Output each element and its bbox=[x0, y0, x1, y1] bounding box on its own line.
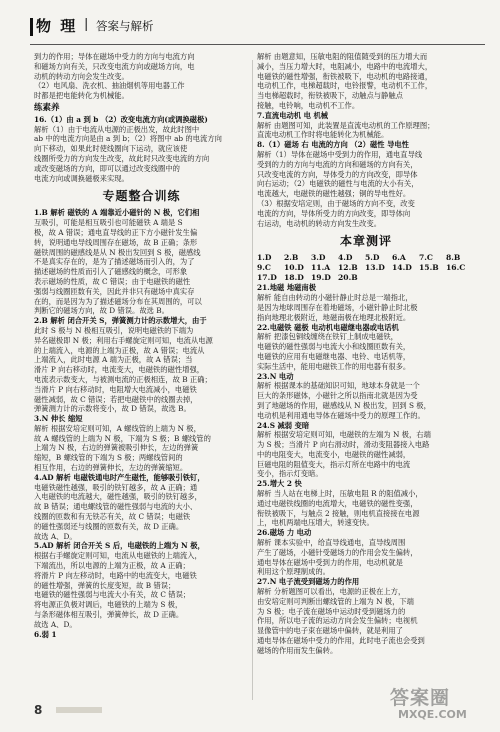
q23-explanation bbox=[257, 381, 475, 420]
q16-explanation-line: ab 中的电流方向是由 a 到 b；（2）将图中 ab 的电流方向 bbox=[34, 134, 222, 144]
answer-key-item: 4.D bbox=[338, 253, 353, 263]
q8-explanation-line: 电流越大，电磁铁的磁性越强；铜的导电性好。 bbox=[257, 189, 411, 199]
q25-explanation-line: 解析 当人站在电梯上时，压敏电阻 R 的阻值减小， bbox=[257, 489, 423, 499]
q1-line: 互吸引，可能是相互吸引也可能磁铁 A 端是 S bbox=[34, 218, 183, 228]
q5-line: 与条形磁体相互吸引，弹簧伸长，故 D 正确。 bbox=[34, 610, 184, 620]
q2-line: 弹簧测力计的示数将变小，故 D 错误，故选 B。 bbox=[34, 404, 191, 414]
q4-line: 故 B 错误；通电螺线管的磁性强弱与电流的大小、 bbox=[34, 502, 198, 512]
q27-explanation-line: 解析 分析题图可以看出，电源的正极在上方， bbox=[257, 587, 406, 597]
q22-explanation-line: 电磁铁的应用有电磁继电器、电铃、电话机等， bbox=[257, 351, 411, 361]
watermark-text: 答案圈 bbox=[390, 687, 451, 709]
q1-line: 描述磁场的性质而引入了磁感线的概念，可形象 bbox=[34, 267, 188, 277]
q3-explanation-line: 解析 根据安培定则可知，A 螺线管的上端为 N 极， bbox=[34, 423, 201, 433]
q4-line: 故选 A、D。 bbox=[34, 531, 77, 541]
answer-key-item: 6.A bbox=[392, 253, 406, 263]
q21-answer: 21.地磁 地磁南极 bbox=[257, 283, 317, 293]
q21-explanation-line: 是因为地球周围存在着地磁场，小磁针静止时北极 bbox=[257, 302, 418, 312]
q27-explanation-line: 通电导体在磁场中受力的作用，此时电子流也会受到 bbox=[257, 636, 425, 646]
q5-line: 根据右手螺旋定则可知，电流从电磁铁的上端流入， bbox=[34, 551, 202, 561]
q8-explanation-line: 解析（1）导体在磁场中受到力的作用，通电直导线 bbox=[257, 149, 423, 159]
q5-line: 下端流出，所以电源的上端为正极，故 A 正确； bbox=[34, 561, 190, 571]
q4-line: 电磁铁磁性越强，吸引的铁钉越多，故 A 正确；通 bbox=[34, 482, 198, 492]
q8-explanation-line: 只改变电流的方向，导体受力的方向改变，即导体 bbox=[257, 169, 418, 179]
q2-line: 2.B 解析 闭合开关 S，弹簧测力计的示数增大，由于 bbox=[34, 316, 207, 326]
q16-explanation-line: 或改变磁场的方向，即可以通过改变线圈中的 bbox=[34, 163, 180, 173]
right-top-line: 当电梯超载时，衔铁被吸下，动触点与静触点 bbox=[257, 91, 403, 101]
header-separator: | bbox=[84, 17, 89, 32]
answer-key-item: 3.D bbox=[311, 253, 326, 263]
answer-key-item: 15.B bbox=[419, 263, 439, 273]
q1-line: 判断它的磁场方向，故 D 错误。故选 B。 bbox=[34, 306, 169, 316]
q1-line: 极，故 A 错误；通电直导线的正下方小磁针发生偏 bbox=[34, 227, 198, 237]
q26-explanation bbox=[257, 538, 475, 577]
q2-line: 的上端流入，电源的上端为正极，故 A 错误；电流从 bbox=[34, 345, 205, 355]
answer-key-item: 18.D bbox=[284, 273, 304, 283]
q2-block bbox=[34, 316, 249, 414]
q4-line: 4.AD 解析 电磁铁通电时产生磁性，能够吸引铁钉， bbox=[34, 472, 205, 482]
intro-line: （2）电风扇、洗衣机、抽油烟机等用电器工作 bbox=[34, 81, 185, 91]
q23-explanation-line: 解析 根据课本的基础知识可知，地球本身就是一个 bbox=[257, 381, 420, 391]
q27-explanation-line: 作用，所以电子流的运动方向会发生偏转；电视机 bbox=[257, 616, 418, 626]
q24-answer: 24.S 减弱 变暗 bbox=[257, 420, 310, 430]
q22-explanation bbox=[257, 332, 475, 371]
q23-answer: 23.N 电动 bbox=[257, 371, 294, 381]
header-accent-bar bbox=[30, 18, 33, 36]
q5-line: 将滑片 P 向左移动时，电路中的电流变大，电磁铁 bbox=[34, 570, 197, 580]
answer-key-item: 12.B bbox=[338, 263, 358, 273]
q2-line: 异名磁极即 N 极；利用右手螺旋定则可知，电流从电源 bbox=[34, 335, 213, 345]
q26-explanation-line: 利用这个原理制成的。 bbox=[257, 567, 330, 577]
q25-explanation bbox=[257, 489, 475, 528]
page-number: 8 bbox=[34, 703, 43, 717]
answer-key-row bbox=[257, 273, 475, 283]
q26-explanation-line: 产生了磁场，小磁针受磁场力的作用会发生偏转， bbox=[257, 547, 418, 557]
subject-title: 物 理 bbox=[36, 17, 78, 35]
q7-explanation-line: 直流电动机工作时将电能转化为机械能。 bbox=[257, 130, 389, 140]
q16-explanation-line: 线圈所受力的方向发生改变，故此时只改变电流的方向 bbox=[34, 153, 210, 163]
q1-line: 表示磁场的性质，故 C 错误；由于电磁铁的磁性 bbox=[34, 276, 191, 286]
q27-explanation-line: 由安培定则可判断出螺线管的上端为 N 极，下端 bbox=[257, 596, 414, 606]
q2-line: 滑片 P 向右移动时，电流变大，电磁铁的磁性增强， bbox=[34, 365, 205, 375]
q3-explanation-line: 缩短，B 螺线管的下端为 S 极；两螺线管间的 bbox=[34, 453, 183, 463]
left-column bbox=[34, 52, 249, 639]
q8-explanation-line: 受到的力的方向与电流的方向和磁场的方向有关， bbox=[257, 159, 418, 169]
answer-key-row bbox=[257, 263, 475, 273]
q3-explanation bbox=[34, 424, 249, 473]
answer-key bbox=[257, 253, 475, 283]
q22-explanation-line: 电磁铁的磁性强弱与电流大小和线圈匝数有关， bbox=[257, 342, 411, 352]
intro-line: 和磁场方向有关，只改变电流方向或磁场方向，电 bbox=[34, 61, 195, 71]
intro-line: 时都是把电能转化为机械能。 bbox=[34, 91, 129, 101]
q1-line: 不是真实存在的，是为了描述磁场而引入的，为了 bbox=[34, 257, 195, 267]
q2-line: 当滑片 P 向右移动时，电阻增大电流减小，电磁铁 bbox=[34, 384, 197, 394]
right-top-line: 减小，当压力增大时，电阻减小，电路中的电流增大， bbox=[257, 61, 433, 71]
q16-explanation bbox=[34, 125, 249, 184]
q21-explanation bbox=[257, 293, 475, 322]
right-top-line: 电动机工作，电梯超载时，电铃报警，电动机不工作， bbox=[257, 81, 433, 91]
q3-explanation-line: 故 A 螺线管的上端为 N 极，下端为 S 极；B 螺线管的 bbox=[34, 433, 211, 443]
right-column bbox=[257, 52, 475, 656]
q24-explanation-line: 变小，指示灯变暗。 bbox=[257, 469, 323, 479]
q1-line: 转，说明通电导线周围存在磁场，故 B 正确；条形 bbox=[34, 237, 198, 247]
q5-line: 电磁铁的磁性强弱与电流大小有关，故 C 错误； bbox=[34, 590, 191, 600]
q24-explanation-line: 中的电阻变大，电流变小，电磁铁的磁性减弱， bbox=[257, 449, 411, 459]
q4-block bbox=[34, 473, 249, 542]
q25-answer: 25.增大 2 快 bbox=[257, 479, 302, 489]
q4-line: 线圈的匝数和有无铁芯有关，故 C 错误；电磁铁 bbox=[34, 512, 191, 522]
answer-key-item: 14.D bbox=[392, 263, 412, 273]
q16-answer: 16.（1）由 a 到 b （2）改变电流方向(或调换磁极) bbox=[34, 114, 208, 124]
right-top-line: 接触，电铃响，电动机不工作。 bbox=[257, 100, 360, 110]
answer-key-item: 8.B bbox=[446, 253, 461, 263]
q2-line: 上端流入，此时电源 A 端为正极，故 A 错误；当 bbox=[34, 355, 193, 365]
q2-line: 磁性减弱，故 C 错误；若把电磁铁中的线圈去掉， bbox=[34, 394, 198, 404]
q16-explanation-line: 解析（1）由于电流从电源的正极出发，故此时图中 bbox=[34, 124, 200, 134]
q23-explanation-line: 巨大的条形磁体，小磁针之所以指南北就是因为受 bbox=[257, 391, 418, 401]
answer-key-item: 10.D bbox=[284, 263, 304, 273]
q3-explanation-line: 上端为 N 极，右边的弹簧被吸引伸长，左边的弹簧 bbox=[34, 443, 199, 453]
intro-block bbox=[34, 52, 249, 101]
page-number-bar bbox=[56, 707, 102, 713]
header-subtitle: 答案与解析 bbox=[96, 19, 154, 33]
section-zhuanti: 专题整合训练 bbox=[102, 189, 181, 204]
answer-key-item: 20.B bbox=[338, 273, 358, 283]
q24-explanation-line: 巨磁电阻的阻值变大，指示灯所在电路中的电流 bbox=[257, 459, 411, 469]
q8-explanation-line: 向右运动；（2）电磁铁的磁性与电流的大小有关， bbox=[257, 179, 419, 189]
q25-explanation-line: 衔铁被吸下，与触点 2 接触，则电机直接接在电源 bbox=[257, 508, 420, 518]
q23-explanation-line: 电动机是利用通电导体在磁场中受力的原理工作的。 bbox=[257, 410, 425, 420]
q27-explanation-line: 磁场的作用而发生偏转。 bbox=[257, 645, 338, 655]
q16-explanation-line: 向下移动，如果此时使线圈向下运动，就应该使 bbox=[34, 144, 188, 154]
answer-key-item: 7.C bbox=[419, 253, 433, 263]
q3-answer: 3.N 伸长 缩短 bbox=[34, 414, 83, 424]
q8-explanation-line: 右运动，电动机的转动方向发生改变。 bbox=[257, 218, 382, 228]
q27-answer: 27.N 电子流受到磁场力的作用 bbox=[257, 577, 360, 587]
intro-line: 动机的转动方向会发生改变。 bbox=[34, 71, 129, 81]
q2-line: 此时 S 极与 N 极相互吸引，说明电磁铁的下端为 bbox=[34, 325, 194, 335]
q22-answer: 22.电磁铁 磁极 电动机电磁继电器或电话机 bbox=[257, 322, 399, 332]
q5-line: 的磁性增强，弹簧的长度变短，故 B 错误； bbox=[34, 580, 176, 590]
right-top-block bbox=[257, 52, 475, 111]
page-header bbox=[0, 0, 500, 52]
q8-explanation-line: （3）根据安培定则，由于磁场的方向不变，改变 bbox=[257, 198, 415, 208]
q23-explanation-line: 到了地磁场的作用，磁感线从 N 极出发，回到 S 极， bbox=[257, 400, 431, 410]
q26-answer: 26.磁场 力 电动 bbox=[257, 528, 312, 538]
q1-block bbox=[34, 208, 249, 316]
q8-explanation-line: 电流的方向，导体所受力的方向改变，即导体向 bbox=[257, 208, 411, 218]
q24-explanation bbox=[257, 430, 475, 479]
q27-explanation-line: 显像管中的电子束在磁场中偏转，就是利用了 bbox=[257, 626, 403, 636]
header-rule bbox=[30, 44, 485, 45]
q21-explanation-line: 指向地理北极附近，地磁南极在地理北极附近。 bbox=[257, 312, 411, 322]
q5-line: 将电源正负极对调后，电磁铁的上端为 S 极， bbox=[34, 600, 183, 610]
answer-key-item: 19.D bbox=[311, 273, 331, 283]
q7-answer: 7.直流电动机 电 机械 bbox=[257, 110, 329, 120]
q22-explanation-line: 解析 把漆包铜线缠绕在铁钉上制成电磁铁， bbox=[257, 332, 398, 342]
answer-key-item: 16.C bbox=[446, 263, 466, 273]
q26-explanation-line: 通电导体在磁场中受到力的作用，电动机就是 bbox=[257, 557, 403, 567]
q8-explanation bbox=[257, 150, 475, 228]
q8-answer: 8.（1）磁场 右 电流的方向 （2）磁性 导电性 bbox=[257, 140, 409, 150]
q5-line: 故选 A、D。 bbox=[34, 619, 77, 629]
answer-key-item: 17.D bbox=[257, 273, 277, 283]
q25-explanation-line: 通过电磁铁线圈的电流增大，电磁铁的磁性变强， bbox=[257, 498, 418, 508]
q7-explanation bbox=[257, 121, 475, 141]
q3-explanation-line: 相互作用，右边的弹簧伸长，左边的弹簧缩短。 bbox=[34, 463, 188, 473]
q24-explanation-line: 为 S 极；当滑片 P 向右滑动时，滑动变阻器接入电路 bbox=[257, 440, 430, 450]
watermark-logo bbox=[390, 683, 490, 725]
q16-explanation-line: 电流方向或调换磁极来实现。 bbox=[34, 173, 129, 183]
right-top-line: 电磁铁的磁性增强，衔铁被吸下，电动机的电路接通， bbox=[257, 71, 433, 81]
q2-line: 电流表示数变大，与被测电流的正极相连，故 B 正确； bbox=[34, 374, 212, 384]
section-benzhang: 本章测评 bbox=[339, 234, 392, 249]
section-lianxi: 练素养 bbox=[34, 102, 60, 113]
q1-line: 强弱与线圈匝数有关，因此并非只有磁场中真实存 bbox=[34, 286, 195, 296]
q22-explanation-line: 实际生活中，能用电磁铁工作的用电器有很多。 bbox=[257, 361, 411, 371]
answer-key-item: 2.B bbox=[284, 253, 299, 263]
answer-key-item: 5.D bbox=[365, 253, 380, 263]
q25-explanation-line: 上，电机两端电压增大，转速变快。 bbox=[257, 518, 374, 528]
column-divider bbox=[252, 60, 253, 700]
q27-explanation-line: 为 S 极；电子流在磁场中运动时受到磁场力的 bbox=[257, 606, 406, 616]
q4-line: 的磁性强弱还与线圈的匝数有关，故 D 正确。 bbox=[34, 521, 184, 531]
q26-explanation-line: 解析 课本实验中，给直导线通电，直导线周围 bbox=[257, 538, 406, 548]
answer-key-item: 11.A bbox=[311, 263, 331, 273]
q7-explanation-line: 解析 由题图可知，此装置是直流电动机的工作原理图； bbox=[257, 120, 435, 130]
answer-key-row bbox=[257, 253, 475, 263]
right-top-line: 解析 由题意知，压敏电阻的阻值随受到的压力增大而 bbox=[257, 52, 428, 61]
answer-key-item: 1.D bbox=[257, 253, 272, 263]
q21-explanation-line: 解析 能自由转动的小磁针静止时总是一端指北， bbox=[257, 293, 413, 303]
q5-line: 5.AD 解析 闭合开关 S 后，电磁铁的上端为 N 极， bbox=[34, 541, 205, 551]
q1-line: 磁铁周围的磁感线是从 N 极出发回到 S 极，磁感线 bbox=[34, 247, 201, 257]
q4-line: 入电磁铁的电流越大，磁性越强，吸引的铁钉越多， bbox=[34, 492, 202, 502]
q24-explanation-line: 解析 根据安培定则可知，电磁铁的左端为 N 极，右端 bbox=[257, 430, 431, 440]
intro-line: 到力的作用；导体在磁场中受力的方向与电流方向 bbox=[34, 52, 195, 61]
q1-line: 1.B 解析 磁铁的 A 端靠近小磁针的 N 极，它们相 bbox=[34, 208, 200, 218]
q27-explanation bbox=[257, 587, 475, 656]
q5-block bbox=[34, 541, 249, 629]
answer-key-item: 13.D bbox=[365, 263, 385, 273]
q1-line: 在的，而是因为为了描述磁场分布在其周围的，可以 bbox=[34, 296, 202, 306]
answer-key-item: 9.C bbox=[257, 263, 271, 273]
q6-answer: 6.弱 1 bbox=[34, 629, 57, 639]
watermark-url: MXQE.COM bbox=[398, 708, 467, 721]
